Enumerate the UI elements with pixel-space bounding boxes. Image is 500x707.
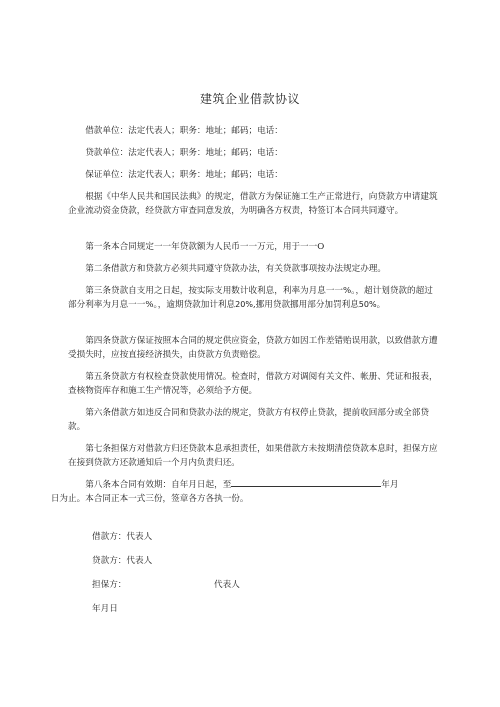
article-3-text-e: 。 [376, 300, 386, 310]
intro-paragraph: 根据《中华人民共和国民法典》的规定，借款方为保证施工生产正常进行，向贷款方申请建筑企业流动资金贷款，经贷款方审查同意发放，为明确各方权责，特签订本合同共同遵守。 [68, 192, 438, 216]
article-1: 第一条本合同规定一一年贷款额为人民币一一万元，用于一一O [85, 242, 325, 252]
date-blank-line [231, 478, 381, 487]
article-5: 第五条贷款方有权检查贷款使用情况。检查时，借款方对调阅有关文件、帐册、凭证和报表，查核物资库存和施工生产情况等，必须给予方便。 [68, 372, 438, 396]
article-3-text-c: ,挪用贷款挪用部分加罚利息 [252, 300, 359, 310]
article-8-text-b: 年月 [381, 480, 399, 490]
lender-line: 贷款单位：法定代表人；职务：地址；邮码；电话： [85, 148, 283, 158]
signature-date: 年月日 [92, 604, 118, 614]
borrower-line: 借款单位：法定代表人；职务：地址；邮码；电话： [85, 126, 283, 136]
article-3-text-a: 第三条贷款自支用之日起，按实际支用数计收利息，利率为月息一一%。，超计划贷款的超过部分利率为月息一一%。，逾期贷款加计利息 [68, 286, 433, 310]
guarantor-line: 保证单位：法定代表人；职务：地址；邮码；电话： [85, 170, 283, 180]
article-2: 第二条借款方和贷款方必须共同遵守贷款办法，有关贷款事项按办法规定办理。 [85, 264, 386, 274]
signature-guarantor-rep: 代表人 [214, 580, 240, 590]
article-3-rate-misuse: 50% [358, 300, 377, 309]
article-8 [50, 478, 438, 506]
signature-borrower: 借款方：代表人 [92, 532, 153, 542]
signature-guarantor: 担保方： [92, 580, 127, 590]
article-8-text-a: 第八条本合同有效期：自年月日起，至 [85, 480, 232, 490]
article-7: 第七条担保方对借款方归还贷款本息承担责任，如果借款方未按期清偿贷款本息时，担保方应在接到贷款方还款通知后一个月内负责归还。 [68, 444, 438, 468]
article-4: 第四条贷款方保证按照本合同的规定供应资金，贷款方如因工作差错贻误用款，以致借款方遭受损失时，应按直接经济损失，由贷款方负责赔偿。 [68, 336, 438, 360]
article-3 [68, 284, 438, 312]
article-8-text-c: 日为止。本合同正本一式三份，签章各方各执一份。 [50, 494, 249, 504]
article-6: 第六条借款方如违反合同和贷款办法的规定，贷款方有权停止贷款，提前收回部分或全部贷款。 [68, 408, 429, 432]
article-3-rate-overdue: 20% [235, 300, 253, 309]
page-title: 建筑企业借款协议 [199, 92, 300, 106]
signature-lender: 贷款方：代表人 [92, 556, 153, 566]
